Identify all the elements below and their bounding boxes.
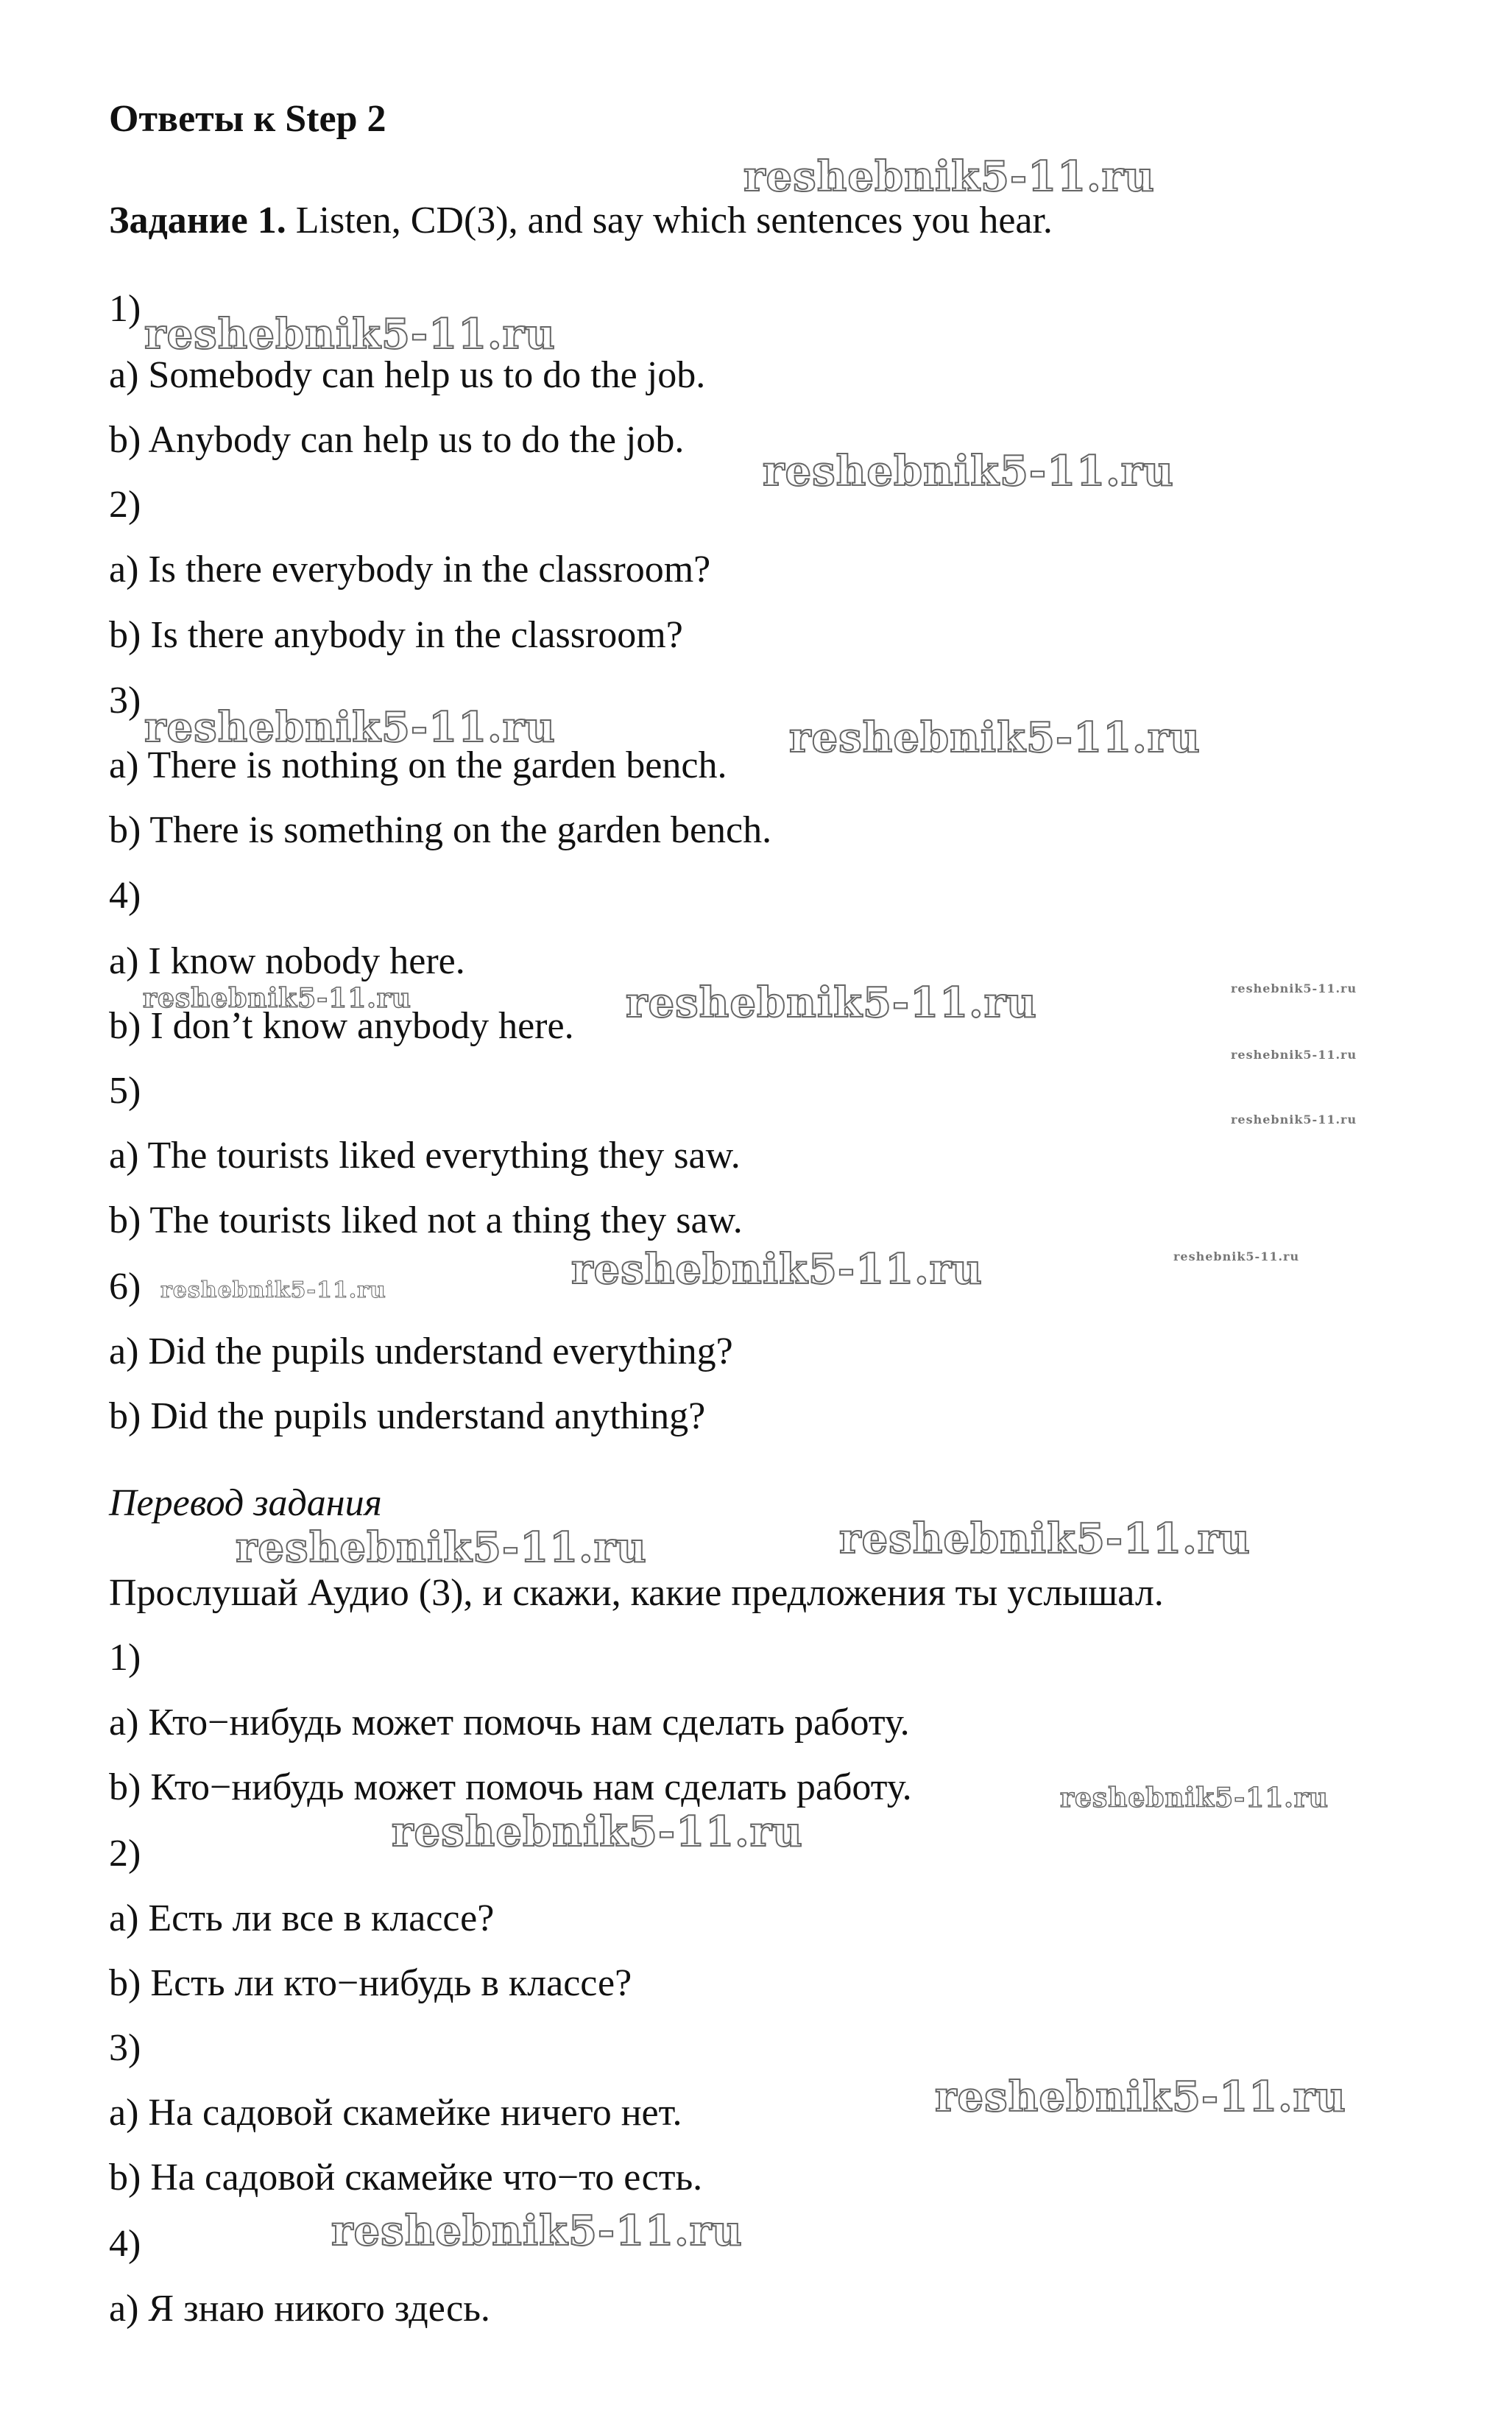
watermark: reshebnik5-11.ru (1231, 981, 1357, 995)
translation-3-number: 3) (109, 2027, 141, 2069)
translation-2-number: 2) (109, 1833, 141, 1875)
translation-1-number: 1) (109, 1637, 141, 1679)
answer-2-number: 2) (109, 484, 141, 526)
task-heading (109, 199, 1053, 243)
answer-6-b: b) Did the pupils understand anything? (109, 1395, 706, 1437)
translation-3-a: a) На садовой скамейке ничего нет. (109, 2092, 682, 2134)
translation-2-a: a) Есть ли все в классе? (109, 1897, 495, 1939)
answer-5-a: a) The tourists liked everything they saw. (109, 1135, 741, 1177)
answer-4-b: b) I don’t know anybody here. (109, 1005, 574, 1047)
answer-1-a: a) Somebody can help us to do the job. (109, 354, 706, 396)
answer-1-number: 1) (109, 288, 141, 330)
task-label: Задание 1. (109, 200, 286, 242)
watermark: reshebnik5-11.ru (331, 2207, 743, 2255)
watermark: reshebnik5-11.ru (1231, 1113, 1357, 1127)
watermark: reshebnik5-11.ru (160, 1277, 386, 1303)
watermark: reshebnik5-11.ru (763, 447, 1174, 496)
translation-3-b: b) На садовой скамейке что−то есть. (109, 2157, 703, 2199)
answer-3-b: b) There is something on the garden bench. (109, 809, 772, 851)
watermark: reshebnik5-11.ru (743, 152, 1155, 201)
watermark: reshebnik5-11.ru (626, 979, 1037, 1027)
watermark: reshebnik5-11.ru (1231, 1048, 1357, 1062)
watermark: reshebnik5-11.ru (144, 703, 556, 752)
answer-5-b: b) The tourists liked not a thing they saw. (109, 1199, 743, 1241)
watermark: reshebnik5-11.ru (1060, 1783, 1329, 1813)
page-title: Ответы к Step 2 (109, 98, 386, 140)
watermark: reshebnik5-11.ru (935, 2073, 1346, 2121)
answer-3-a: a) There is nothing on the garden bench. (109, 744, 727, 786)
answer-3-number: 3) (109, 680, 141, 722)
answer-2-a: a) Is there everybody in the classroom? (109, 549, 711, 590)
answer-6-number: 6) (109, 1266, 141, 1308)
answer-2-b: b) Is there anybody in the classroom? (109, 614, 683, 656)
watermark: reshebnik5-11.ru (571, 1245, 983, 1294)
translation-instruction: Прослушай Аудио (3), и скажи, какие предложения ты услышал. (109, 1572, 1164, 1614)
watermark: reshebnik5-11.ru (143, 983, 411, 1014)
answer-5-number: 5) (109, 1070, 141, 1112)
answer-4-a: a) I know nobody here. (109, 940, 465, 982)
watermark: reshebnik5-11.ru (839, 1515, 1251, 1563)
watermark: reshebnik5-11.ru (392, 1808, 803, 1856)
translation-1-a: a) Кто−нибудь может помочь нам сделать работу. (109, 1702, 910, 1744)
watermark: reshebnik5-11.ru (236, 1523, 647, 1572)
translation-2-b: b) Есть ли кто−нибудь в классе? (109, 1962, 632, 2004)
task-text: Listen, CD(3), and say which sentences you hear. (286, 200, 1053, 242)
translation-4-number: 4) (109, 2223, 141, 2265)
translation-1-b: b) Кто−нибудь может помочь нам сделать работу. (109, 1766, 912, 1808)
translation-heading: Перевод задания (109, 1482, 382, 1524)
answer-4-number: 4) (109, 875, 141, 917)
answer-1-b: b) Anybody can help us to do the job. (109, 419, 685, 461)
answer-6-a: a) Did the pupils understand everything? (109, 1330, 733, 1372)
watermark: reshebnik5-11.ru (1173, 1249, 1300, 1263)
translation-4-a: a) Я знаю никого здесь. (109, 2288, 490, 2330)
watermark: reshebnik5-11.ru (144, 310, 556, 359)
watermark: reshebnik5-11.ru (789, 713, 1201, 762)
